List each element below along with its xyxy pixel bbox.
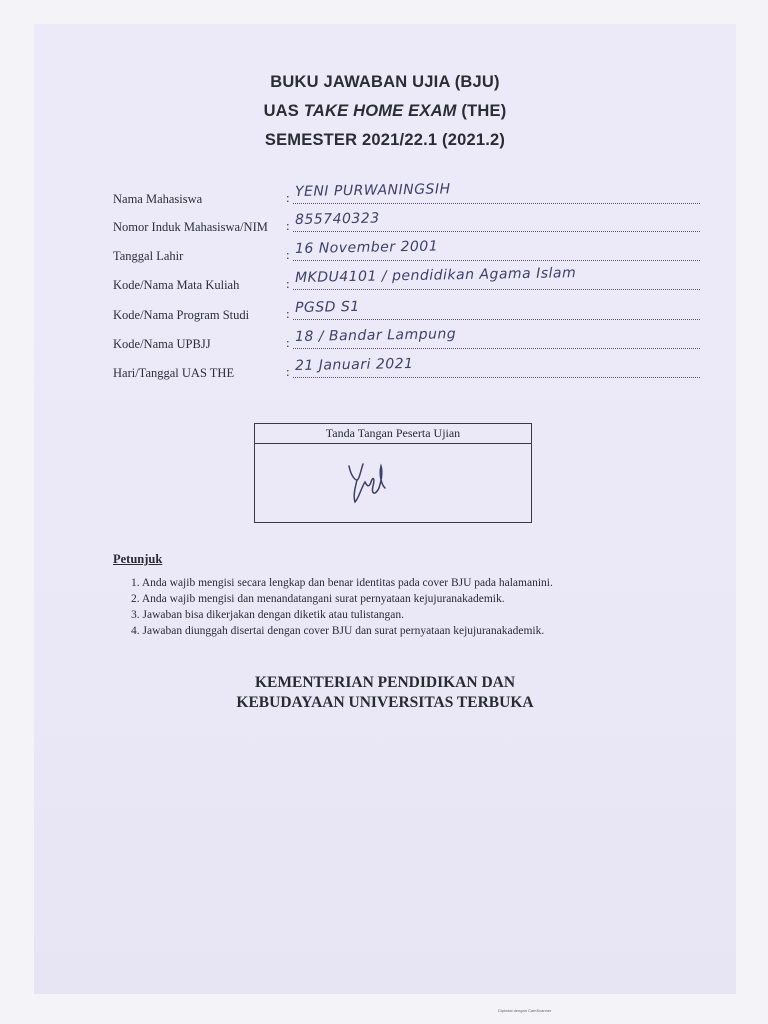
header-semester: SEMESTER 2021/22.1 (2021.2) bbox=[264, 131, 506, 149]
field-label: Kode/Nama Mata Kuliah bbox=[113, 278, 240, 292]
signature-heading: Tanda Tangan Peserta Ujian bbox=[255, 424, 531, 444]
field-dotted-line bbox=[293, 348, 700, 349]
field-dotted-line bbox=[293, 203, 700, 204]
field-nama-mahasiswa bbox=[113, 181, 713, 214]
list-item: 1. Anda wajib mengisi secara lengkap dan benar identitas pada cover BJU pada halamanini. bbox=[131, 577, 553, 589]
field-colon: : bbox=[286, 306, 290, 321]
footer-line: KEBUDAYAAN UNIVERSITAS TERBUKA bbox=[236, 694, 534, 711]
instructions-title: Petunjuk bbox=[113, 552, 163, 566]
list-item: 2. Anda wajib mengisi dan menandatangani surat pernyataan kejujuranakademik. bbox=[131, 593, 505, 605]
field-value: MKDU4101 / pendidikan Agama Islam bbox=[294, 265, 577, 286]
field-dotted-line bbox=[293, 319, 700, 320]
header-subtitle bbox=[34, 97, 736, 126]
header-title: BUKU JAWABAN UJIA (BJU) bbox=[270, 73, 500, 91]
field-colon: : bbox=[286, 190, 290, 205]
field-dotted-line bbox=[293, 231, 700, 232]
field-dotted-line bbox=[293, 289, 700, 290]
field-value: PGSD S1 bbox=[294, 298, 360, 316]
field-value: 18 / Bandar Lampung bbox=[294, 326, 457, 345]
field-colon: : bbox=[286, 247, 290, 262]
field-value: 855740323 bbox=[294, 210, 380, 228]
field-nim bbox=[113, 210, 713, 242]
field-colon: : bbox=[286, 335, 290, 350]
field-label: Tanggal Lahir bbox=[113, 249, 184, 263]
signature-scribble-icon bbox=[343, 458, 393, 508]
field-mata-kuliah bbox=[113, 265, 713, 300]
field-value: 21 Januari 2021 bbox=[294, 355, 414, 374]
field-label: Hari/Tanggal UAS THE bbox=[113, 366, 235, 380]
header-subtitle-prefix: UAS bbox=[263, 102, 304, 120]
field-label: Nama Mahasiswa bbox=[113, 192, 203, 206]
field-dotted-line bbox=[293, 377, 700, 378]
field-tanggal-uas bbox=[113, 355, 713, 388]
institution-footer bbox=[34, 673, 736, 713]
field-tanggal-lahir bbox=[113, 238, 713, 271]
field-colon: : bbox=[286, 276, 290, 291]
footer-line: KEMENTERIAN PENDIDIKAN DAN bbox=[254, 674, 516, 691]
field-upbjj bbox=[113, 326, 713, 359]
document-header bbox=[34, 68, 736, 155]
field-label: Kode/Nama Program Studi bbox=[113, 308, 250, 322]
list-item: 4. Jawaban diunggah disertai dengan cover BJU dan surat pernyataan kejujuranakademik. bbox=[131, 625, 545, 637]
list-item: 3. Jawaban bisa dikerjakan dengan diketik atau tulistangan. bbox=[131, 609, 405, 621]
field-label: Kode/Nama UPBJJ bbox=[113, 337, 211, 351]
header-subtitle-suffix: (THE) bbox=[456, 102, 507, 120]
scan-watermark: Dipindai dengan CamScanner bbox=[498, 1008, 552, 1013]
field-label: Nomor Induk Mahasiswa/NIM bbox=[113, 220, 268, 234]
field-program-studi bbox=[113, 298, 713, 330]
field-value: 16 November 2001 bbox=[294, 238, 439, 257]
field-colon: : bbox=[286, 218, 290, 233]
header-subtitle-italic: TAKE HOME EXAM bbox=[303, 102, 457, 120]
signature-box bbox=[254, 423, 532, 523]
field-colon: : bbox=[286, 364, 290, 379]
field-value: YENI PURWANINGSIH bbox=[294, 181, 451, 200]
field-dotted-line bbox=[293, 260, 700, 261]
instructions-list bbox=[131, 575, 691, 639]
